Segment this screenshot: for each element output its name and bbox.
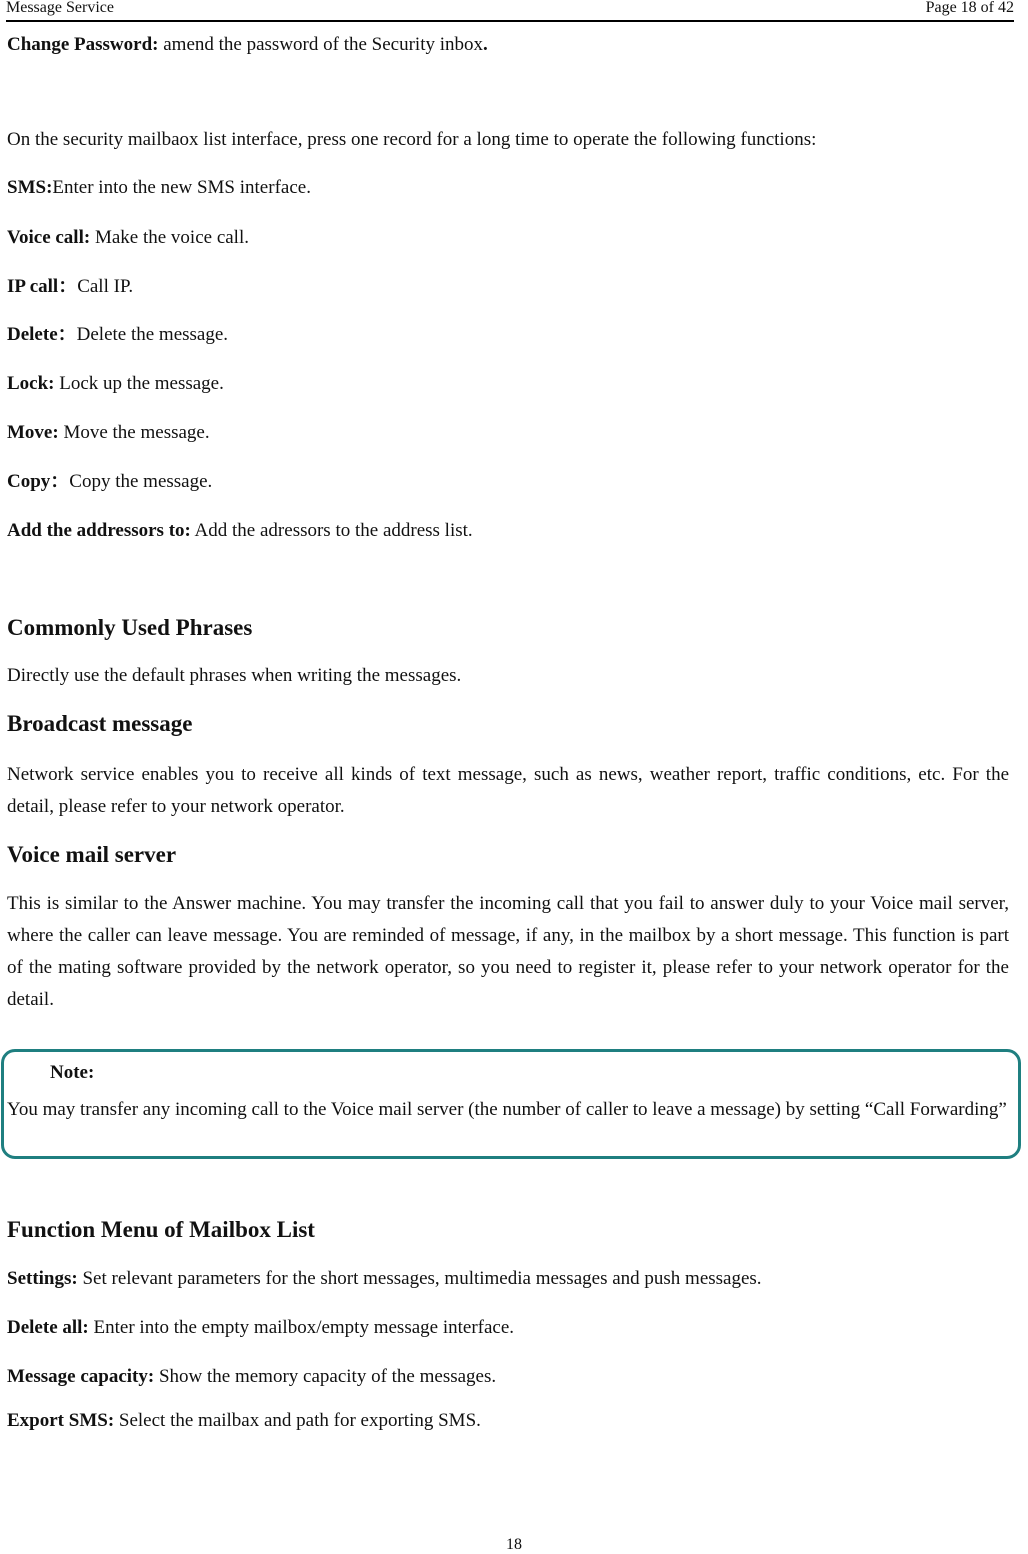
menu-item-text: Show the memory capacity of the messages. (154, 1366, 497, 1387)
function-item-voice-call (7, 227, 249, 249)
menu-item-label: Delete all: (7, 1317, 89, 1338)
phrases-text: Directly use the default phrases when writing the messages. (7, 665, 462, 686)
voicemail-text: This is similar to the Answer machine. You may transfer the incoming call that you fail to answer duly to your Voice mail server, where the caller can leave message. You are reminded of message, if any, in the mailbox by a short message. This function is part of the mating software provided by the network operator, so you need to register it, please refer to your network operator for the detail. (7, 893, 1009, 1010)
phrases-heading: Commonly Used Phrases (7, 615, 253, 640)
function-text: Lock up the message. (54, 373, 224, 394)
change-password-label: Change Password: (7, 34, 159, 55)
function-label: SMS: (7, 177, 53, 198)
function-text: Enter into the new SMS interface. (52, 177, 311, 198)
menu-item-text: Select the mailbax and path for exporting SMS. (114, 1410, 481, 1431)
function-label: Voice call: (7, 227, 91, 248)
function-item-add-addressors (7, 520, 473, 542)
broadcast-heading: Broadcast message (7, 711, 193, 736)
menu-item-text: Set relevant parameters for the short messages, multimedia messages and push messages. (77, 1268, 762, 1289)
function-item-copy (7, 471, 212, 493)
function-item-ip-call (7, 276, 133, 298)
function-text: Call IP. (77, 276, 134, 297)
function-label: Lock: (7, 373, 55, 394)
note-text: You may transfer any incoming call to the Voice mail server (the number of caller to leave a message) by setting “Call Forwarding” (7, 1099, 1007, 1120)
function-text: Make the voice call. (90, 227, 249, 248)
voicemail-heading: Voice mail server (7, 842, 177, 867)
function-label: Move: (7, 422, 59, 443)
function-item-delete (7, 324, 228, 346)
menu-item-label: Export SMS: (7, 1410, 115, 1431)
change-password-line (7, 34, 488, 56)
function-text: Add the adressors to the address list. (190, 520, 473, 541)
function-label: Copy： (7, 471, 70, 492)
intro-text: On the security mailbaox list interface, press one record for a long time to operate the following functions: (7, 129, 817, 150)
function-item-move (7, 422, 210, 444)
header-page-number: Page 18 of 42 (925, 0, 1014, 16)
function-text: Move the message. (58, 422, 210, 443)
page-header (6, 0, 1014, 22)
menu-item-export-sms (7, 1410, 481, 1432)
function-text: Copy the message. (69, 471, 213, 492)
header-title: Message Service (6, 0, 114, 16)
function-label: Delete： (7, 324, 77, 345)
change-password-text: amend the password of the Security inbox (158, 34, 483, 55)
function-label: IP call： (7, 276, 78, 297)
menu-item-delete-all (7, 1317, 514, 1339)
menu-item-label: Settings: (7, 1268, 78, 1289)
change-password-end: . (483, 34, 488, 55)
function-label: Add the addressors to: (7, 520, 191, 541)
menu-item-message-capacity (7, 1366, 496, 1388)
page-footer-number: 18 (506, 1536, 522, 1553)
broadcast-text: Network service enables you to receive all kinds of text message, such as news, weather report, traffic conditions, etc. For the detail, please refer to your network operator. (7, 764, 1009, 817)
note-title: Note: (50, 1062, 95, 1083)
menu-item-text: Enter into the empty mailbox/empty message interface. (88, 1317, 515, 1338)
menu-item-settings (7, 1268, 762, 1290)
function-text: Delete the message. (76, 324, 229, 345)
menu-item-label: Message capacity: (7, 1366, 155, 1387)
menu-heading: Function Menu of Mailbox List (7, 1217, 315, 1242)
function-item-sms (7, 177, 311, 199)
function-item-lock (7, 373, 224, 395)
